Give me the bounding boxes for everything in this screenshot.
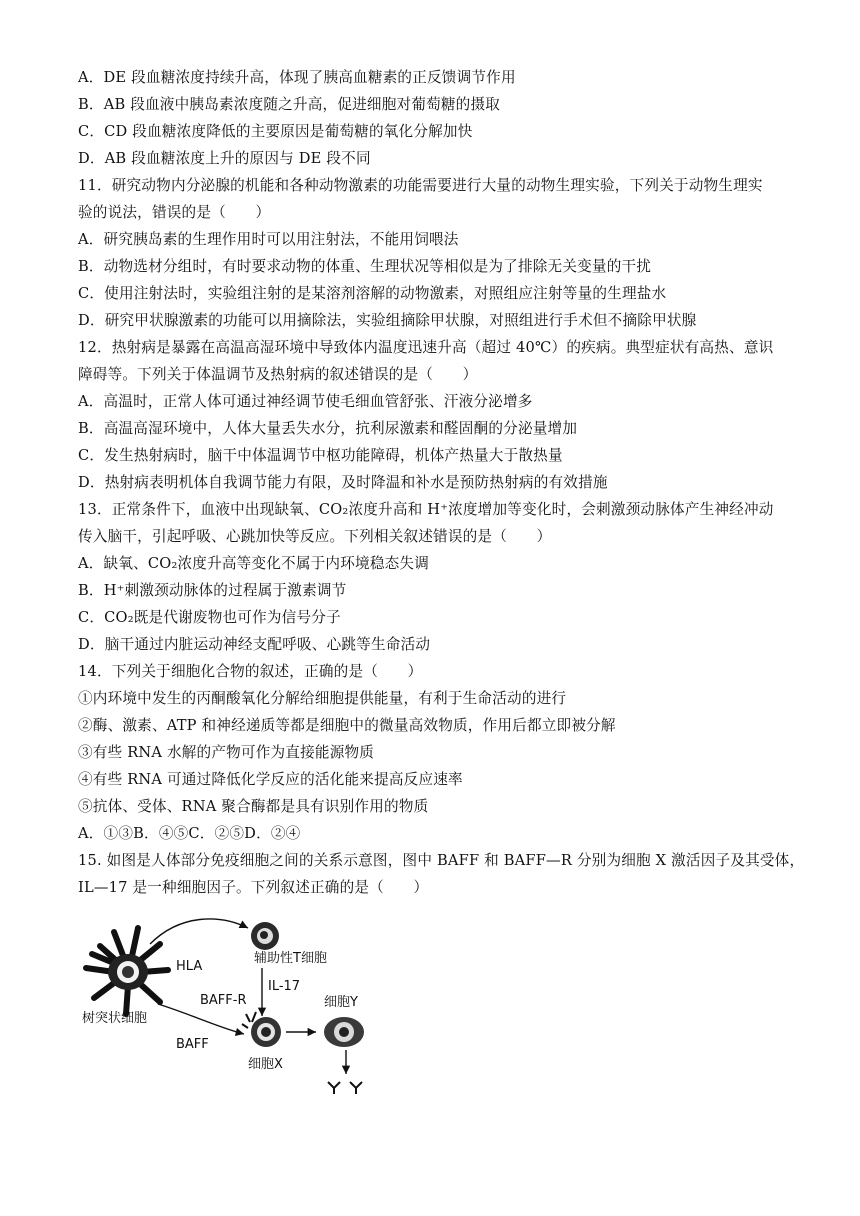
- q13-option-d: D．脑干通过内脏运动神经支配呼吸、心跳等生命活动: [78, 636, 431, 653]
- q13-stem-line-2: 传入脑干，引起呼吸、心跳加快等反应。下列相关叙述错误的是（ ）: [78, 528, 552, 545]
- q15-stem-line-2: IL—17 是一种细胞因子。下列叙述正确的是（ ）: [78, 879, 429, 896]
- cell-y-icon: [324, 1017, 364, 1047]
- q13-stem-line-1: 13．正常条件下，血液中出现缺氧、CO₂浓度升高和 H⁺浓度增加等变化时，会刺激颈动脉体产生神经冲动: [78, 501, 774, 518]
- arrow-to-helper-t: [150, 919, 248, 944]
- q13-option-b: B．H⁺刺激颈动脉体的过程属于激素调节: [78, 582, 347, 599]
- q12-option-a: A．高温时，正常人体可通过神经调节使毛细血管舒张、汗液分泌增多: [78, 393, 533, 410]
- q11-option-b: B．动物选材分组时，有时要求动物的体重、生理状况等相似是为了排除无关变量的干扰: [78, 258, 652, 275]
- cell-y-label: 细胞Y: [324, 995, 358, 1010]
- q10-option-d: D．AB 段血糖浓度上升的原因与 DE 段不同: [78, 150, 371, 167]
- dendritic-cell-label: 树突状细胞: [82, 1011, 148, 1026]
- baff-arrow: [158, 1004, 244, 1034]
- q13-option-a: A．缺氧、CO₂浓度升高等变化不属于内环境稳态失调: [78, 555, 429, 572]
- hla-label: HLA: [176, 959, 203, 974]
- q10-option-b: B．AB 段血液中胰岛素浓度随之升高，促进细胞对葡萄糖的摄取: [78, 96, 501, 113]
- dendritic-cell-icon: [86, 928, 168, 1014]
- antibody-icon: [328, 1082, 362, 1094]
- q12-option-d: D．热射病表明机体自我调节能力有限，及时降温和补水是预防热射病的有效措施: [78, 474, 608, 491]
- q11-stem-line-2: 验的说法，错误的是（ ）: [78, 204, 271, 221]
- baff-label: BAFF: [176, 1037, 209, 1052]
- q12-stem-line-1: 12．热射病是暴露在高温高湿环境中导致体内温度迅速升高（超过 40℃）的疾病。典型症状有高热、意识: [78, 339, 774, 356]
- q11-option-c: C．使用注射法时，实验组注射的是某溶剂溶解的动物激素，对照组应注射等量的生理盐水: [78, 285, 667, 302]
- q12-option-b: B．高温高湿环境中，人体大量丢失水分，抗利尿激素和醛固酮的分泌量增加: [78, 420, 578, 437]
- q12-option-c: C．发生热射病时，脑干中体温调节中枢功能障碍，机体产热量大于散热量: [78, 447, 563, 464]
- cell-x-icon: [242, 1012, 281, 1047]
- q10-option-c: C．CD 段血糖浓度降低的主要原因是葡萄糖的氧化分解加快: [78, 123, 473, 140]
- q14-statement-4: ④有些 RNA 可通过降低化学反应的活化能来提高反应速率: [78, 771, 463, 788]
- q12-stem-line-2: 障碍等。下列关于体温调节及热射病的叙述错误的是（ ）: [78, 366, 478, 383]
- q14-statement-2: ②酶、激素、ATP 和神经递质等都是细胞中的微量高效物质，作用后都立即被分解: [78, 717, 616, 734]
- q14-options: A．①③B．④⑤C．②⑤D．②④: [78, 825, 301, 842]
- q14-stem: 14．下列关于细胞化合物的叙述，正确的是（ ）: [78, 663, 423, 680]
- helper-t-label: 辅助性T细胞: [254, 951, 327, 966]
- immune-cell-diagram: [80, 906, 380, 1096]
- helper-t-cell-icon: [251, 922, 279, 950]
- q14-statement-5: ⑤抗体、受体、RNA 聚合酶都是具有识别作用的物质: [78, 798, 429, 815]
- il17-label: IL-17: [268, 979, 301, 994]
- q11-stem-line-1: 11．研究动物内分泌腺的机能和各种动物激素的功能需要进行大量的动物生理实验，下列关于动物生理实: [78, 177, 763, 194]
- q14-statement-3: ③有些 RNA 水解的产物可作为直接能源物质: [78, 744, 375, 761]
- q10-option-a: A．DE 段血糖浓度持续升高，体现了胰高血糖素的正反馈调节作用: [78, 69, 516, 86]
- q14-statement-1: ①内环境中发生的丙酮酸氧化分解给细胞提供能量，有利于生命活动的进行: [78, 690, 567, 707]
- q11-option-a: A．研究胰岛素的生理作用时可以用注射法，不能用饲喂法: [78, 231, 459, 248]
- q13-option-c: C．CO₂既是代谢废物也可作为信号分子: [78, 609, 341, 626]
- cell-x-label: 细胞X: [248, 1057, 283, 1072]
- baffr-label: BAFF-R: [200, 993, 247, 1008]
- q11-option-d: D．研究甲状腺激素的功能可以用摘除法，实验组摘除甲状腺，对照组进行手术但不摘除甲状腺: [78, 312, 697, 329]
- q15-stem-line-1: 15. 如图是人体部分免疫细胞之间的关系示意图，图中 BAFF 和 BAFF—R 分别为细胞 X 激活因子及其受体，: [78, 852, 805, 869]
